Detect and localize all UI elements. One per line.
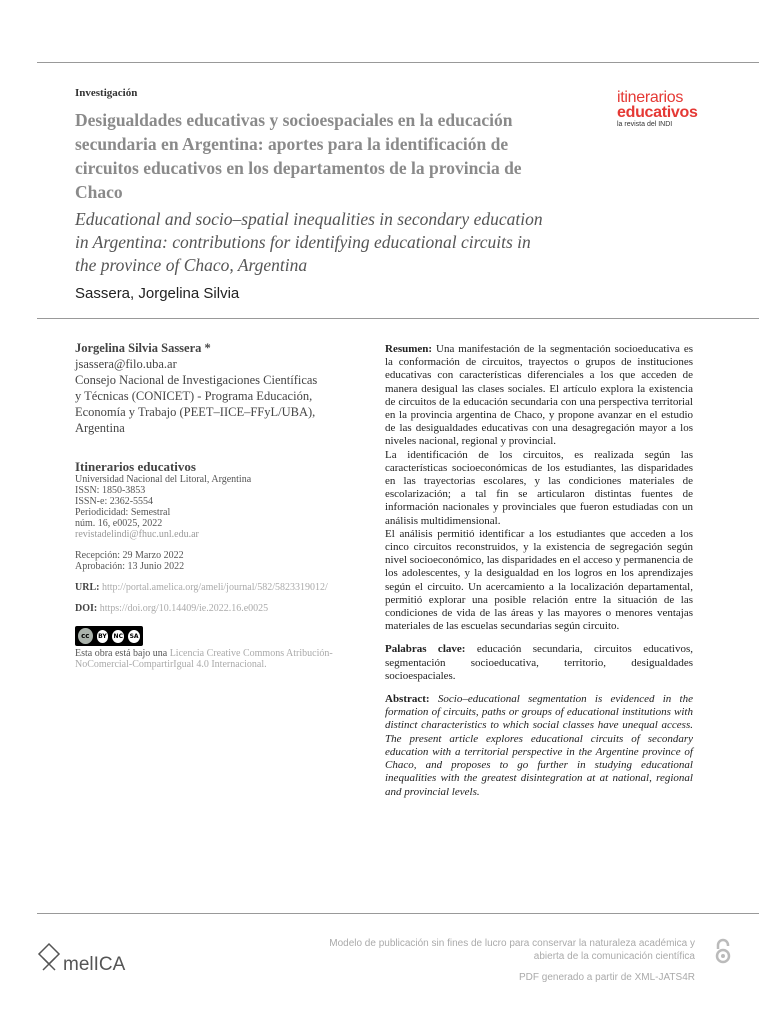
footer-line-1: Modelo de publicación sin fines de lucro para conservar la naturaleza académica y	[329, 938, 695, 949]
journal-email[interactable]: revistadelindi@fhuc.unl.edu.ar	[75, 529, 199, 540]
cc-sa-icon: SA	[128, 630, 140, 643]
author-name: Jorgelina Silvia Sassera *	[75, 341, 211, 355]
license-text	[75, 648, 360, 670]
author-affiliation-3: Economía y Trabajo (PEET–IICE–FFyL/UBA),	[75, 405, 316, 419]
doi-line	[75, 603, 360, 614]
url-line	[75, 582, 360, 593]
section-label: Investigación	[75, 87, 138, 99]
amelica-logo[interactable]	[37, 942, 157, 987]
author-email[interactable]: jsassera@filo.uba.ar	[75, 357, 177, 371]
journal-university: Universidad Nacional del Litoral, Argentina	[75, 474, 252, 485]
abstract-es-p2: La identificación de los circuitos, es realizada según las características socioeconómicas de los estudiantes, las disparidades en las trayectorias escolares, y las condiciones materiales de escolarización; a tal fin se articularon distintas fuentes de información nacionales y provinciales que fueron estudiadas con un análisis multidimensional.	[385, 448, 693, 527]
top-rule	[37, 62, 759, 63]
author-affiliation-1: Consejo Nacional de Investigaciones Científicas	[75, 373, 318, 387]
doi-link[interactable]: https://doi.org/10.14409/ie.2022.16.e0025	[99, 603, 269, 614]
author-affiliation-2: y Técnicas (CONICET) - Programa Educación,	[75, 389, 313, 403]
approved-date: Aprobación: 13 Junio 2022	[75, 561, 185, 572]
abstract-column	[385, 343, 693, 799]
doi-label: DOI:	[75, 603, 98, 614]
journal-periodicity: Periodicidad: Semestral	[75, 507, 171, 518]
license-link[interactable]: Licencia Creative Commons Atribución-NoComercial-CompartirIgual 4.0 Internacional.	[75, 648, 333, 670]
author-affiliation-4: Argentina	[75, 421, 125, 435]
footer-description	[295, 937, 695, 963]
abstract-es-p3: El análisis permitió identificar a los estudiantes que acceden a los cinco circuitos reconstruidos, y la existencia de segregación según nivel socioeconómico, las disparidades en el acceso y permanencia de los adolescentes, y la desigualdad en los logros en los aprendizajes según el circuito. Un acercamiento a la localización departamental, permitió explorar una posible relación entre la situación de las condiciones de vida de las áreas y las mayores o menores ventajas materiales de las escuelas secundarias según circuito.	[385, 527, 693, 633]
abstract-es-label: Resumen:	[385, 343, 433, 355]
footer-pdf-note: PDF generado a partir de XML-JATS4R	[518, 972, 695, 983]
journal-issn: ISSN: 1850-3853	[75, 485, 146, 496]
url-link[interactable]: http://portal.amelica.org/ameli/journal/582/5823319012/	[101, 582, 328, 593]
journal-number: núm. 16, e0025, 2022	[75, 518, 163, 529]
abstract-en-text: Socio–educational segmentation is evidenced in the formation of circuits, paths or groups of educational institutions with distinct characteristics to which social classes have unequal access. The present article explores educational circuits of secondary education with a territorial perspective in the Argentine province of Chaco, and proposes to go further in studying educational inequalities with the greatest disintegration at at national, regional and provincial levels.	[385, 693, 693, 798]
logo-line-1: itinerarios	[617, 89, 684, 106]
cc-nc-icon: NC	[112, 630, 124, 643]
cc-by-icon: BY	[97, 630, 109, 643]
cc-icon: cc	[78, 628, 93, 644]
keywords-label: Palabras clave:	[385, 643, 466, 656]
metadata-column	[75, 340, 360, 670]
keywords-text: educación secundaria, circuitos educativos, segmentación socioeducativa, territorio, desigualdades socioespaciales.	[385, 643, 693, 682]
received-date: Recepción: 29 Marzo 2022	[75, 550, 184, 561]
license-prefix: Esta obra está bajo una	[75, 648, 170, 659]
abstract-es-p1	[385, 343, 693, 449]
abstract-es-p1-text: Una manifestación de la segmentación socioeducativa es la conformación de circuitos, trayectos o grupos de instituciones educativas con características diferenciales a los que acceden de manera desigual las clases sociales. El artículo explora la existencia de circuitos de la educación secundaria con una perspectiva territorial en la provincia argentina de Chaco, y propone avanzar en el estudio de las desigualdades educativas con una desagregación mayor a los niveles nacional, regional y provincial.	[385, 343, 694, 448]
journal-name: Itinerarios educativos	[75, 459, 196, 474]
logo-line-2: educativos	[617, 104, 698, 121]
journal-logo	[617, 91, 737, 129]
authors-line: Sassera, Jorgelina Silvia	[75, 285, 240, 302]
url-label: URL:	[75, 582, 100, 593]
amelica-mark-icon	[37, 942, 157, 982]
open-access-icon	[714, 938, 732, 969]
footer-line-2: abierta de la comunicación científica	[533, 951, 695, 962]
footer-rule	[37, 913, 759, 914]
logo-line-3: la revista del INDI	[617, 121, 673, 128]
abstract-en	[385, 693, 693, 799]
amelica-wordmark: melICA	[63, 954, 126, 975]
header-rule	[37, 318, 759, 319]
title-spanish: Desigualdades educativas y socioespaciales en la educación secundaria en Argentina: aportes para la identificación de circuitos educativos en los departamentos de la provincia de Chaco	[75, 110, 522, 202]
keywords	[385, 643, 693, 683]
abstract-en-label: Abstract:	[385, 693, 430, 706]
title-english: Educational and socio–spatial inequalities in secondary education in Argentina: contributions for identifying educational circuits in the province of Chaco, Argentina	[75, 209, 543, 275]
cc-license-badge[interactable]	[75, 626, 143, 646]
journal-issn-e: ISSN-e: 2362-5554	[75, 496, 154, 507]
